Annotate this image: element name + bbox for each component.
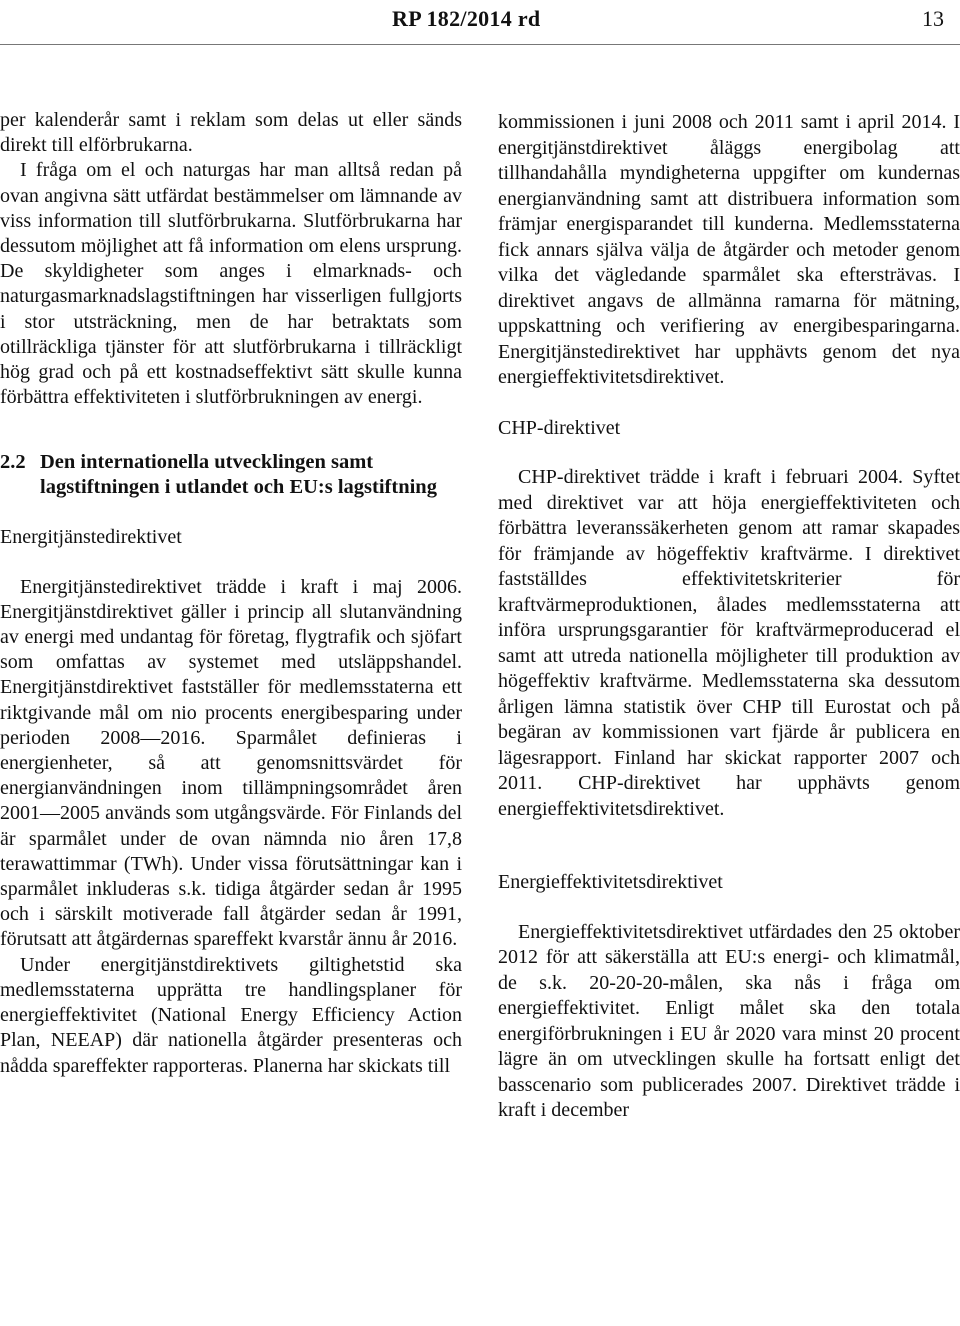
paragraph: CHP-direktivet trädde i kraft i februari 2004. Syftet med direktivet var att höja energieffektiviteten och förbättra leveranssäkerheten genom att ramar skapades för främjande av högeffektiv kraftvärme. I direktivet fastställdes effektivitetskriterier för kraftvärmeproduktionen, ålades medlemsstaterna att införa ursprungsgarantier för kraftvärmeproducerad el samt att utreda nationella möjligheter till produktion av högeffektiv kraftvärme. Medlemsstaterna ska dessutom årligen lämna statistik över CHP till Eurostat och på begäran av kommissionen vart fjärde år publicera en lägesrapport. Finland har skickat rapporter 2007 och 2011. CHP-direktivet har upphävts genom energieffektivitetsdirektivet.: [498, 466, 960, 820]
document-id: RP 182/2014 rd: [392, 6, 541, 31]
paragraph: I fråga om el och naturgas har man alltså redan på ovan angivna sätt utfärdat bestämmelser om lämnande av viss information till slutförbrukarna. Slutförbrukarna har dessutom möjlighet att få information om elens ursprung. De skyldigheter som anges i elmarknads- och naturgasmarknadslagstiftningen har visserligen fullgjorts i stor utsträckning, men de har betraktats som otillräckliga tjänster för att slutförbrukarna i tillräckligt hög grad och på ett kostnadseffektivt sätt skulle kunna förbättra effektiviteten i slutförbrukningen av energi.: [0, 159, 462, 409]
paragraph: Energitjänstedirektivet trädde i kraft i maj 2006. Energitjänstdirektivet gäller i princip all slutanvändning av energi med undantag för företag, flygtrafik och sjöfart som omfattas av systemet med utsläppshandel. Energitjänstdirektivet fastställer för medlemsstaterna ett riktgivande mål om nio procents energibesparing under perioden 2008—2016. Sparmålet definieras i energienheter, så att genomsnittsvärdet för energianvändningen inom tillämpningsområdet åren 2001—2005 används som utgångsvärde. För Finlands del är sparmålet under de ovan nämnda nio åren 17,8 terawattimmar (TWh). Under vissa förutsättningar kan i sparmålet inkluderas s.k. tidiga åtgärder sedan år 1995 och i särskilt motiverade fall åtgärder sedan år 1991, förutsatt att åtgärdernas spareffekt kvarstår ännu år 2016.: [0, 575, 462, 951]
paragraph: per kalenderår samt i reklam som delas ut eller sänds direkt till elförbrukarna.: [0, 109, 462, 157]
header-divider: [0, 44, 960, 45]
subheading: Energieffektivitetsdirektivet: [498, 871, 723, 893]
paragraph: Under energitjänstdirektivets giltighetstid ska medlemsstaterna upprätta tre handlingsplaner för energieffektivitet (National Energy Efficiency Action Plan, NEEAP) där nationella åtgärder presenteras och nådda spareffekter rapporteras. Planerna har skickats till: [0, 953, 462, 1077]
subheading: CHP-direktivet: [498, 416, 621, 439]
paragraph: kommissionen i juni 2008 och 2011 samt i april 2014. I energitjänstdirektivet åläggs energibolag att tillhandahålla myndigheterna uppgifter om kundernas energianvändning samt att distribuera information som främjar energisparandet till kunderna. Medlemsstaterna fick annars själva välja de åtgärder och metoder genom vilka det vägledande sparmålet ska eftersträvas. I direktivet angavs de allmänna ramarna för mätning, uppskattning och verifiering av energibesparingarna. Energitjänstedirektivet har upphävts genom det nya energieffektivitetsdirektivet.: [498, 111, 960, 388]
section-number: 2.2: [0, 451, 26, 474]
paragraph: Energieffektivitetsdirektivet utfärdades den 25 oktober 2012 för att säkerställa att EU:s energi- och klimatmål, de s.k. 20-20-20-målen, ska nås i fråga om energieffektivitet. Enligt målet ska den totala energiförbrukningen i EU år 2020 vara minst 20 procent lägre än om utvecklingen skulle ha fortsatt enligt det basscenario som publicerades 2007. Direktivet trädde i kraft i december: [498, 920, 960, 1121]
subheading: Energitjänstedirektivet: [0, 526, 182, 549]
section-title: Den internationella utvecklingen samt lagstiftningen i utlandet och EU:s lagstiftning: [40, 451, 437, 499]
right-column: [498, 110, 960, 1124]
left-column: [0, 108, 462, 1079]
section-heading: [0, 450, 462, 500]
page-number: 13: [922, 6, 944, 31]
page-header: [0, 4, 960, 40]
